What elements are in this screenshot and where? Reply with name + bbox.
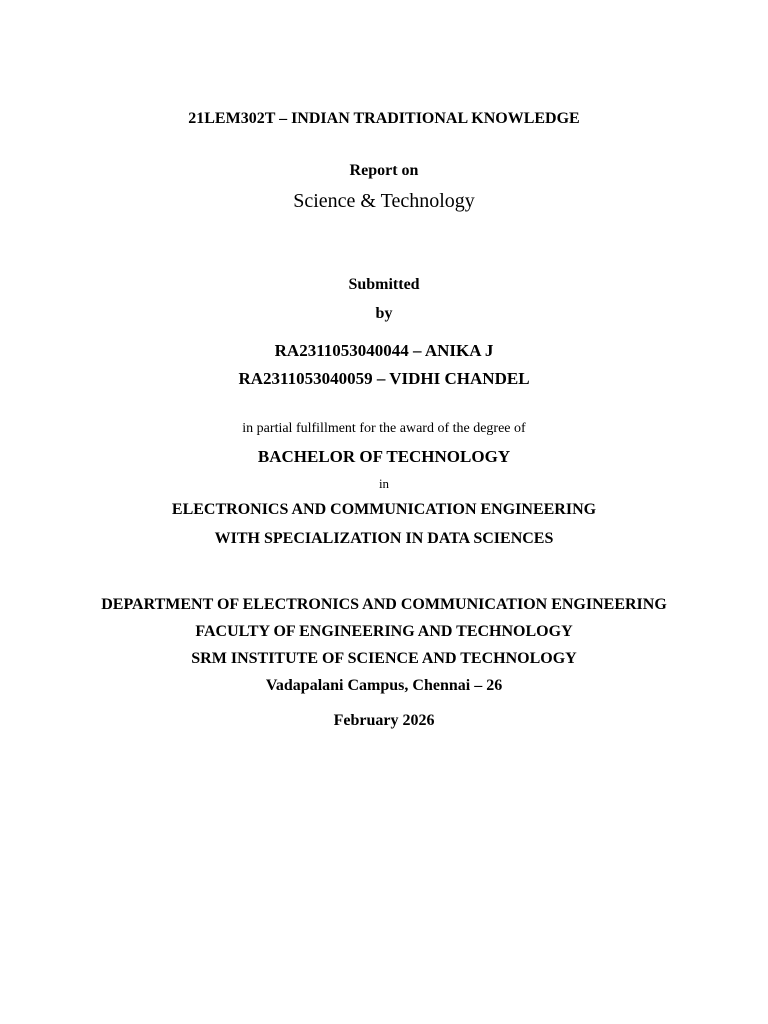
institute: SRM INSTITUTE OF SCIENCE AND TECHNOLOGY [191,650,577,667]
student-1: RA2311053040044 – ANIKA J [274,341,494,360]
branch-line-1: ELECTRONICS AND COMMUNICATION ENGINEERING [171,501,597,518]
student-2: RA2311053040059 – VIDHI CHANDEL [238,369,530,388]
submitted-label: Submitted [348,276,420,293]
branch-line-2: WITH SPECIALIZATION IN DATA SCIENCES [214,530,554,547]
campus: Vadapalani Campus, Chennai – 26 [265,677,503,694]
course-title: 21LEM302T – INDIAN TRADITIONAL KNOWLEDGE [188,110,580,127]
by-label: by [375,305,393,322]
department: DEPARTMENT OF ELECTRONICS AND COMMUNICATION ENGINEERING [101,596,667,613]
in-label: in [378,476,390,491]
faculty: FACULTY OF ENGINEERING AND TECHNOLOGY [195,623,573,640]
report-label: Report on [349,162,419,179]
degree-name: BACHELOR OF TECHNOLOGY [257,447,511,466]
report-topic: Science & Technology [293,190,475,212]
fulfillment-text: in partial fulfillment for the award of the degree of [242,421,526,436]
report-date: February 2026 [333,712,435,729]
